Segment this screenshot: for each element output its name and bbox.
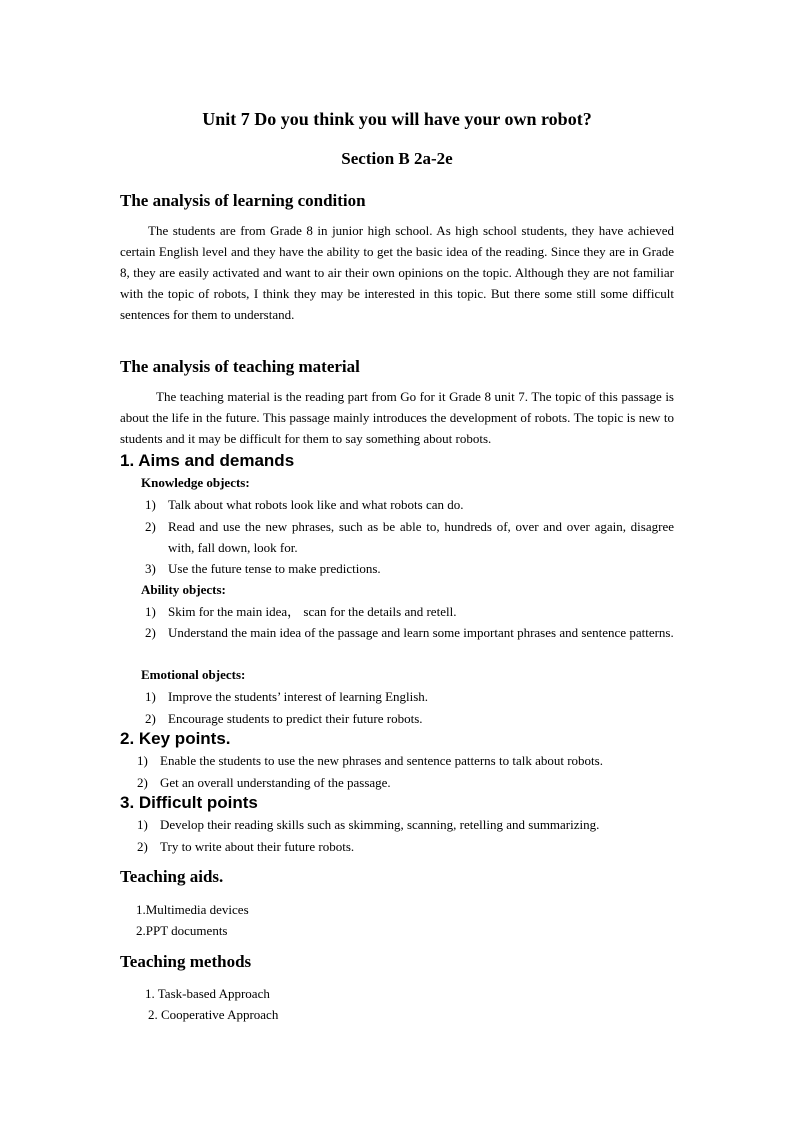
list-item xyxy=(145,622,674,643)
teaching-material-paragraph: The teaching material is the reading part from Go for it Grade 8 unit 7. The topic of this passage is about the life in the future. This passage mainly introduces the development of robots. The topic is new to students and it may be difficult for them to say something about robots. xyxy=(120,389,674,446)
list-item: 2. Cooperative Approach xyxy=(148,1007,279,1022)
list-item xyxy=(145,516,674,558)
list-item-text: Encourage students to predict their future robots. xyxy=(168,711,423,726)
list-item-number: 2) xyxy=(137,775,148,790)
list-item-text: Read and use the new phrases, such as be able to, hundreds of, over and over again, disagree with, fall down, look for. xyxy=(168,519,674,555)
list-item xyxy=(145,601,674,622)
teaching-material-heading: The analysis of teaching material xyxy=(120,357,360,376)
list-item-text: Develop their reading skills such as skimming, scanning, retelling and summarizing. xyxy=(160,817,600,832)
list-item-number: 1) xyxy=(145,689,156,704)
aims-heading: 1. Aims and demands xyxy=(120,451,295,470)
list-item-number: 3) xyxy=(145,561,156,576)
list-item-text: Improve the students’ interest of learning English. xyxy=(168,689,429,704)
list-item xyxy=(137,750,674,771)
list-item-number: 1) xyxy=(137,817,148,832)
list-item xyxy=(145,708,674,729)
list-item: 1. Task-based Approach xyxy=(145,986,270,1001)
emotional-objects-label: Emotional objects: xyxy=(141,667,246,682)
learning-condition-paragraph: The students are from Grade 8 in junior high school. As high school students, they have achieved certain English level and they have the ability to get the basic idea of the reading. Since they are in Grade 8, they are easily activated and want to air their own opinions on the topic. Although they are not familiar with the topic of robots, I think they may be interested in this topic. But there some still some difficult sentences for them to understand. xyxy=(120,223,674,322)
list-item-text: Enable the students to use the new phrases and sentence patterns to talk about robots. xyxy=(160,753,603,768)
document-title: Unit 7 Do you think you will have your own robot? xyxy=(202,109,592,129)
list-item-text: Use the future tense to make predictions. xyxy=(168,561,381,576)
list-item-text: Skim for the main idea， scan for the details and retell. xyxy=(168,604,457,619)
list-item-number: 2) xyxy=(145,625,156,640)
document-subtitle: Section B 2a-2e xyxy=(341,149,453,168)
list-item-number: 1) xyxy=(145,604,156,619)
list-item-text: Try to write about their future robots. xyxy=(160,839,355,854)
list-item-number: 1) xyxy=(145,497,156,512)
list-item xyxy=(145,686,674,707)
list-item xyxy=(145,494,674,515)
list-item-number: 2) xyxy=(137,839,148,854)
list-item-number: 1) xyxy=(137,753,148,768)
list-item-text: Understand the main idea of the passage and learn some important phrases and sentence patterns. xyxy=(168,625,674,640)
list-item-number: 2) xyxy=(145,519,156,534)
teaching-aids-heading: Teaching aids. xyxy=(120,867,224,886)
knowledge-objects-label: Knowledge objects: xyxy=(141,475,250,490)
list-item: 2.PPT documents xyxy=(136,923,228,938)
key-points-heading: 2. Key points. xyxy=(120,729,231,748)
list-item: 1.Multimedia devices xyxy=(136,902,249,917)
list-item-text: Get an overall understanding of the passage. xyxy=(160,775,391,790)
list-item-number: 2) xyxy=(145,711,156,726)
ability-objects-label: Ability objects: xyxy=(141,582,226,597)
list-item xyxy=(137,814,674,835)
list-item xyxy=(137,836,674,857)
list-item xyxy=(137,772,674,793)
list-item-text: Talk about what robots look like and what robots can do. xyxy=(168,497,464,512)
difficult-points-heading: 3. Difficult points xyxy=(120,793,258,812)
list-item xyxy=(145,558,674,579)
learning-condition-heading: The analysis of learning condition xyxy=(120,191,366,210)
teaching-methods-heading: Teaching methods xyxy=(120,952,252,971)
